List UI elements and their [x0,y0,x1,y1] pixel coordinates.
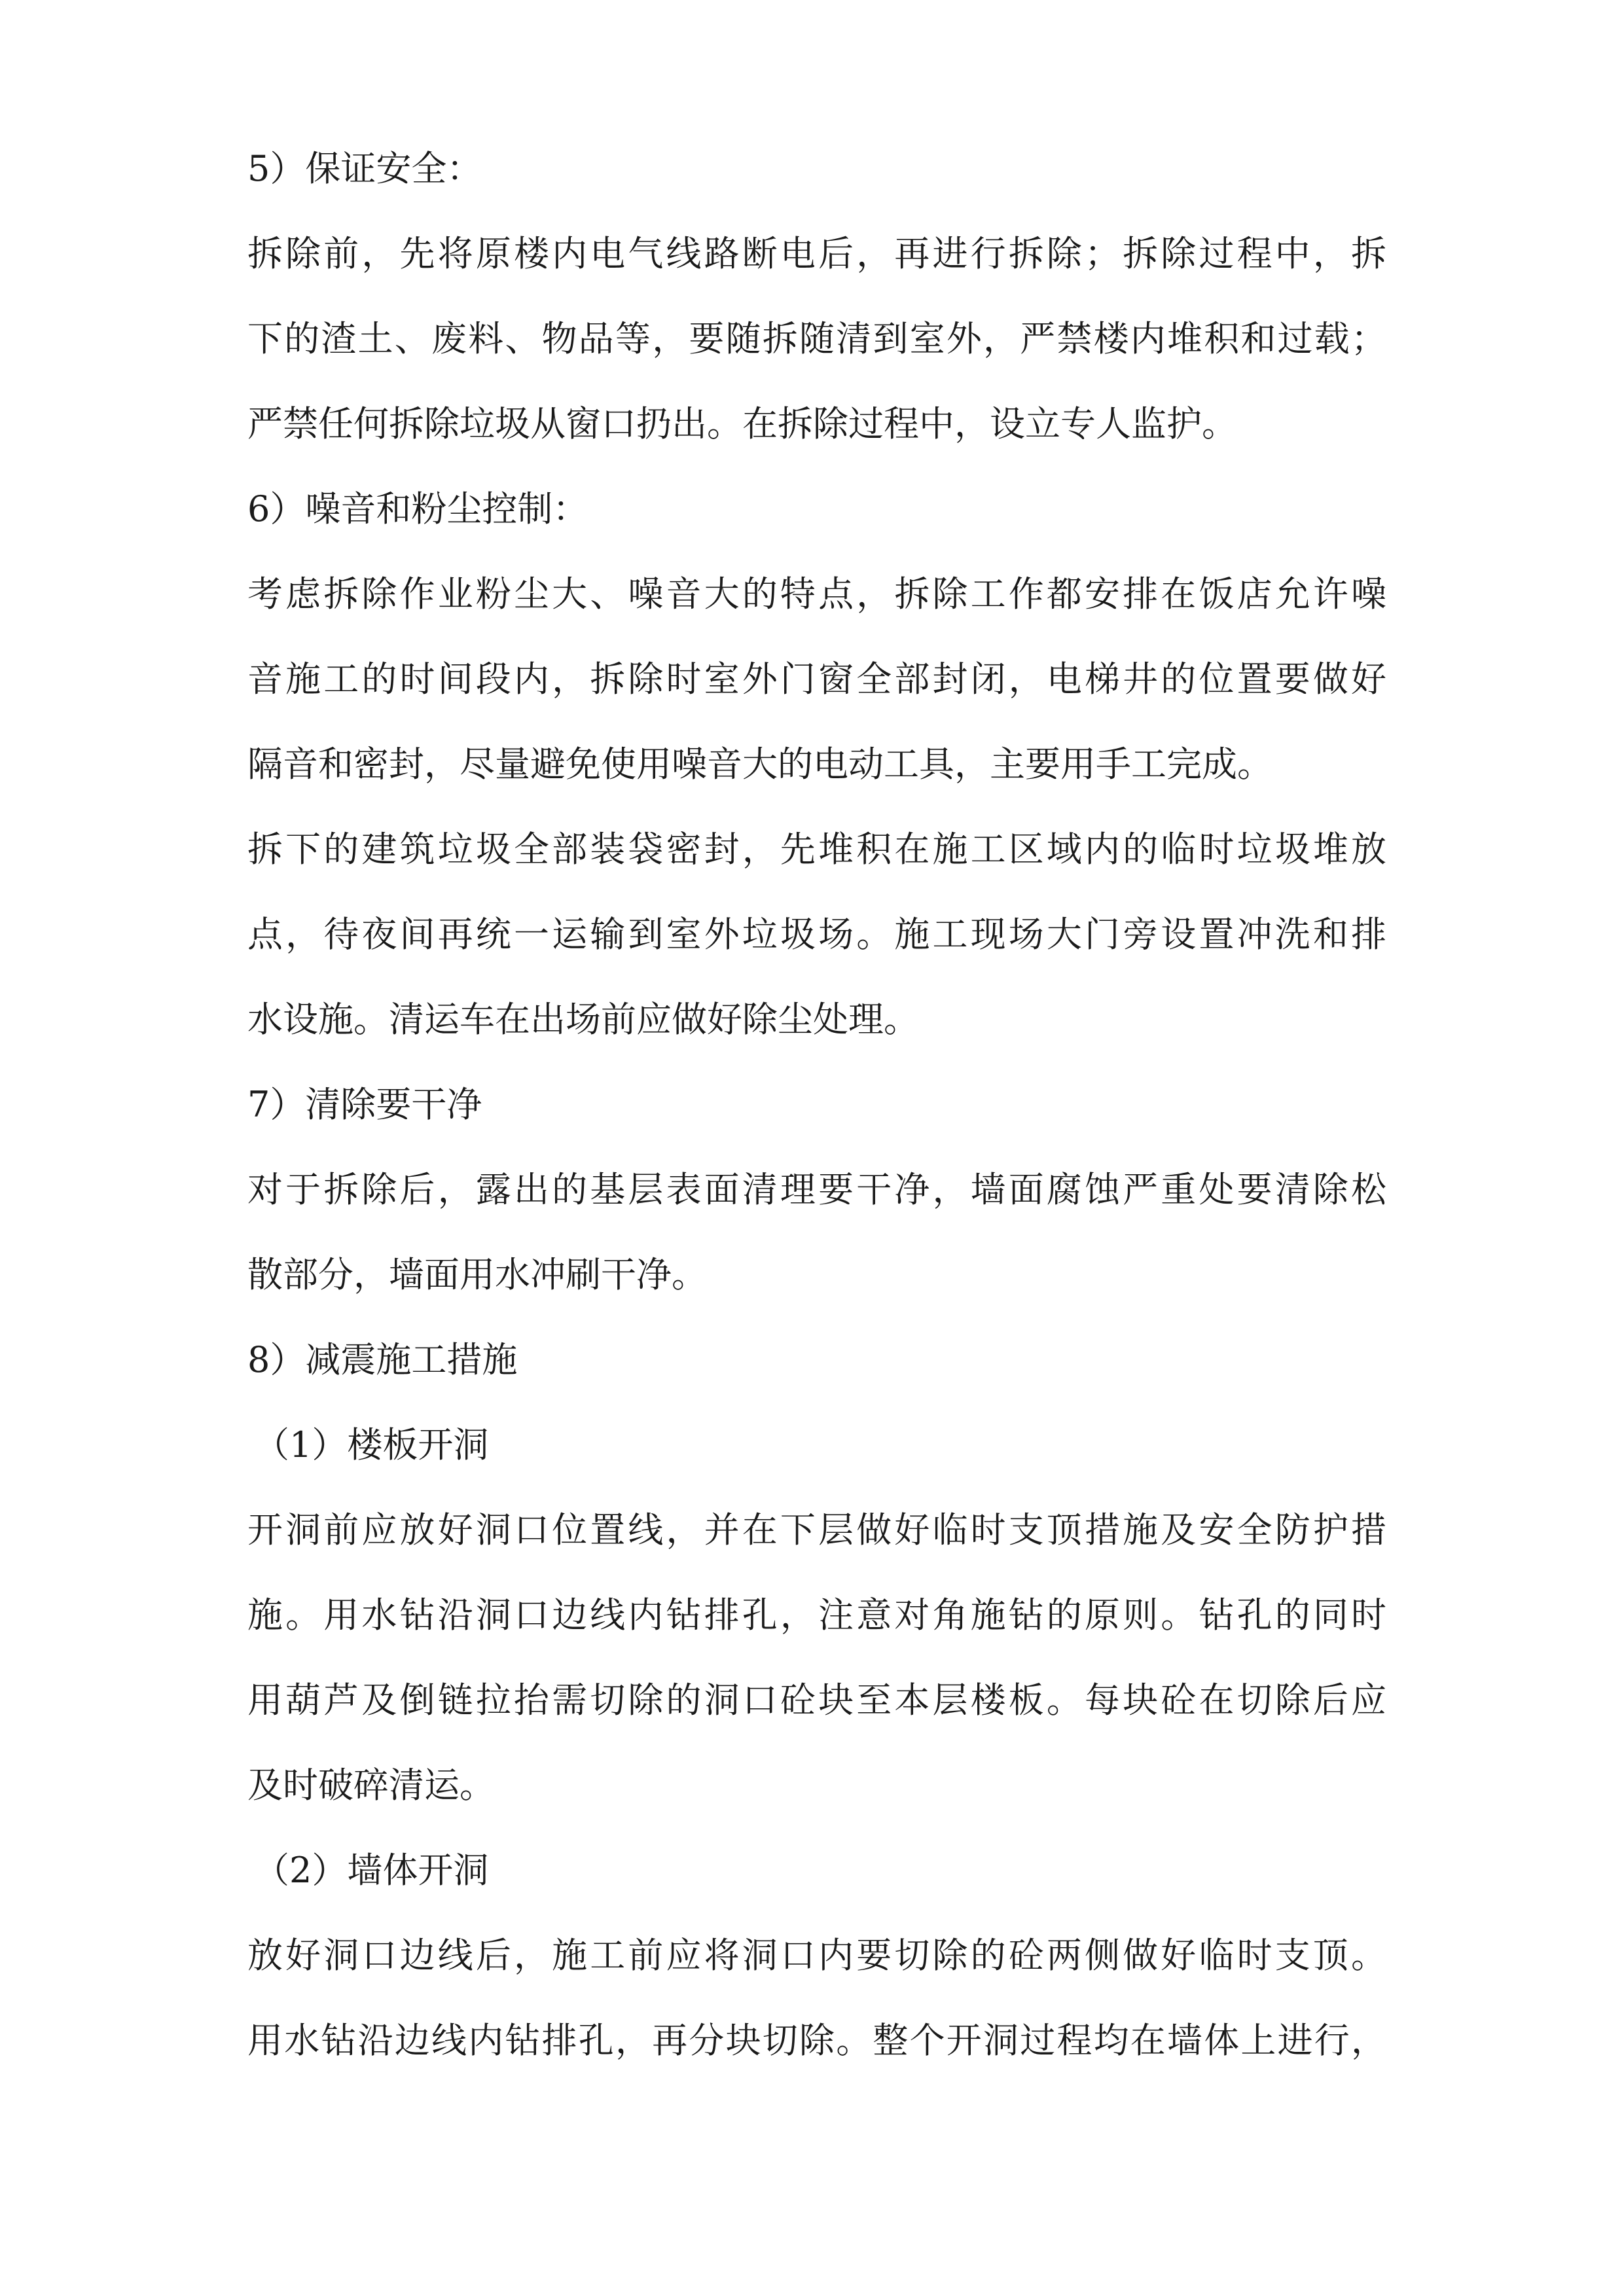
paragraph-line: 严禁任何拆除垃圾从窗口扔出。在拆除过程中，设立专人监护。 [247,403,1237,444]
paragraph-line: 音施工的时间段内，拆除时室外门窗全部封闭，电梯井的位置要做好 [247,658,1386,700]
subsection-heading-2: （2）墙体开洞 [254,1850,489,1891]
paragraph-line: 考虑拆除作业粉尘大、噪音大的特点，拆除工作都安排在饭店允许噪 [247,573,1386,615]
section-heading-6: 6）噪音和粉尘控制： [247,488,588,529]
paragraph-line: 隔音和密封，尽量避免使用噪音大的电动工具，主要用手工完成。 [247,744,1272,785]
paragraph-line: 对于拆除后，露出的基层表面清理要干净，墙面腐蚀严重处要清除松 [247,1169,1386,1210]
section-heading-5: 5）保证安全： [247,148,482,189]
paragraph-line: 开洞前应放好洞口位置线，并在下层做好临时支顶措施及安全防护措 [247,1509,1386,1551]
section-heading-7: 7）清除要干净 [247,1084,482,1125]
paragraph-line: 下的渣土、废料、物品等，要随拆随清到室外，严禁楼内堆积和过载； [247,318,1386,359]
paragraph-line: 散部分，墙面用水冲刷干净。 [247,1254,707,1295]
subsection-heading-1: （1）楼板开洞 [254,1424,489,1465]
paragraph-line: 放好洞口边线后，施工前应将洞口内要切除的砼两侧做好临时支顶。 [247,1935,1386,1976]
paragraph-line: 及时破碎清运。 [247,1765,495,1806]
paragraph-line: 用葫芦及倒链拉抬需切除的洞口砼块至本层楼板。每块砼在切除后应 [247,1679,1386,1721]
paragraph-line: 拆下的建筑垃圾全部装袋密封，先堆积在施工区域内的临时垃圾堆放 [247,829,1386,870]
paragraph-line: 施。用水钻沿洞口边线内钻排孔，注意对角施钻的原则。钻孔的同时 [247,1594,1386,1636]
paragraph-line: 水设施。清运车在出场前应做好除尘处理。 [247,999,919,1040]
paragraph-line: 拆除前，先将原楼内电气线路断电后，再进行拆除；拆除过程中，拆 [247,233,1386,274]
section-heading-8: 8）减震施工措施 [247,1339,518,1380]
paragraph-line: 点，待夜间再统一运输到室外垃圾场。施工现场大门旁设置冲洗和排 [247,914,1386,955]
paragraph-line: 用水钻沿边线内钻排孔，再分块切除。整个开洞过程均在墙体上进行， [247,2020,1386,2061]
